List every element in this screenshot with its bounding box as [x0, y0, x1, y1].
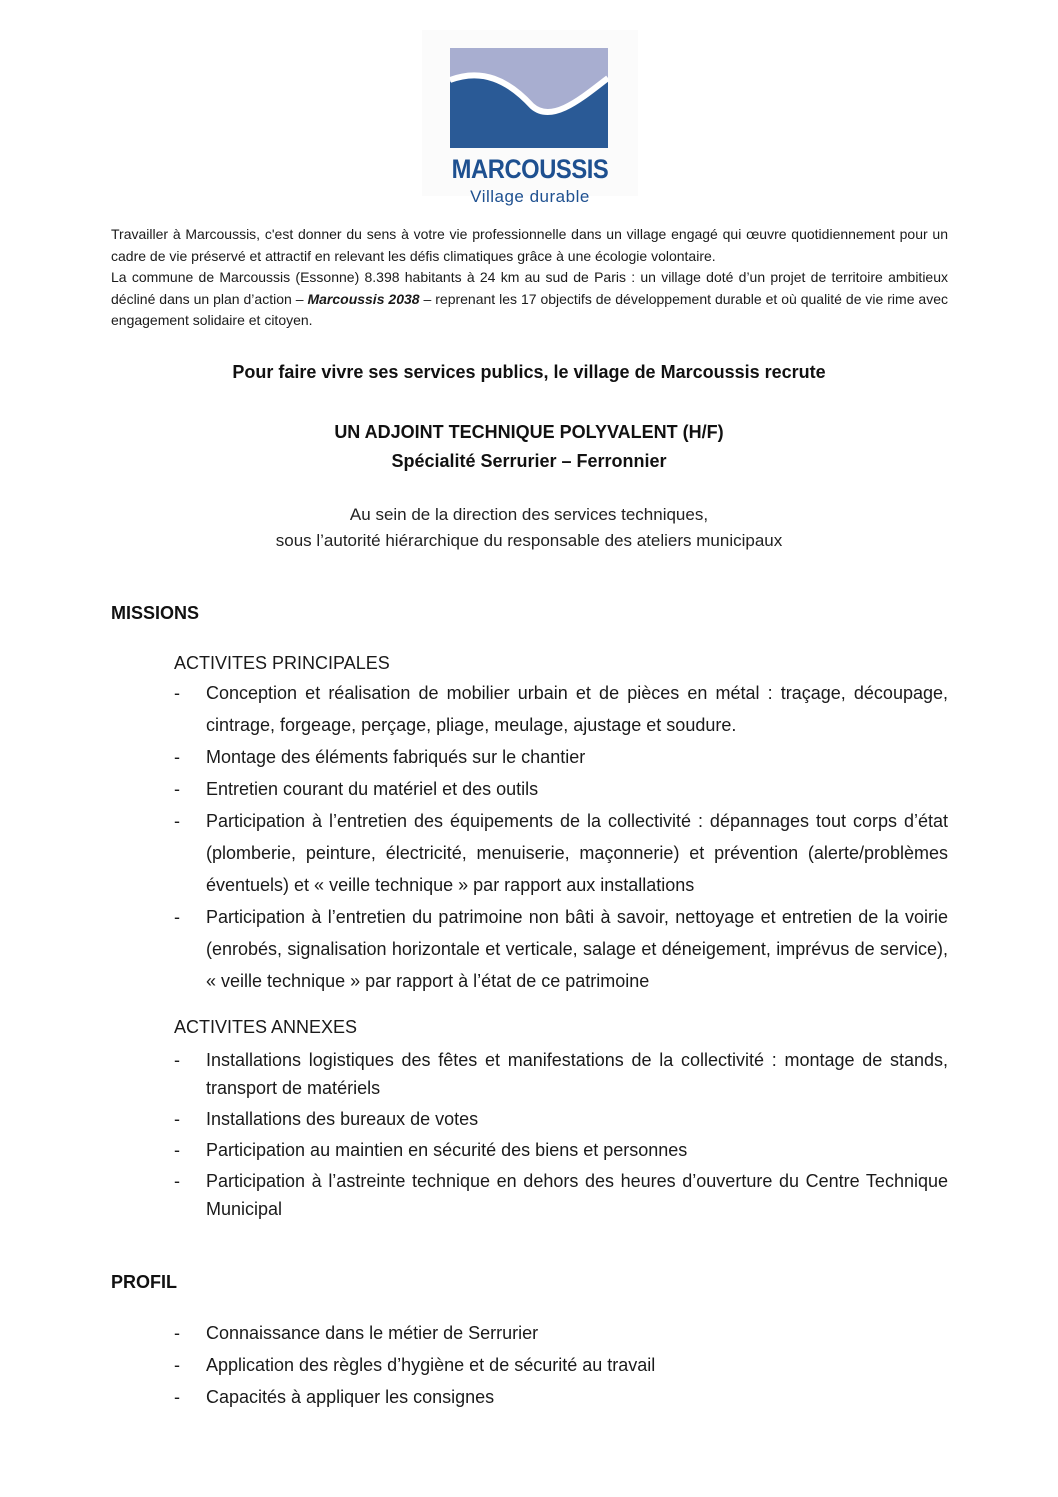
- intro-line-2: [111, 267, 948, 332]
- intro-line-2-end: – reprenant les 17 objectifs de développement durable et où qualité de vie rime avec engagement solidaire et citoyen.: [111, 290, 948, 328]
- intro-line-1: Travailler à Marcoussis, c'est donner du sens à votre vie professionnelle dans un village engagé qui œuvre quotidiennement pour un cadre de vie préservé et attractif en relevant les défis climatiques grâce à une écologie volontaire.: [111, 226, 948, 264]
- dash-bullet: -: [174, 1387, 180, 1407]
- list-item: [174, 1167, 948, 1223]
- dash-bullet: -: [174, 1355, 180, 1375]
- recruit-heading: Pour faire vivre ses services publics, le village de Marcoussis recrute: [232, 362, 826, 382]
- list-item-text: Installations logistiques des fêtes et manifestations de la collectivité : montage de stands, transport de matériels: [206, 1050, 948, 1098]
- list-item-text: Installations des bureaux de votes: [206, 1109, 479, 1129]
- annex-activities-list: [174, 1046, 948, 1226]
- context-line-1: Au sein de la direction des services techniques,: [349, 505, 709, 524]
- dash-bullet: -: [174, 747, 180, 767]
- dash-bullet: -: [174, 1050, 180, 1070]
- dash-bullet: -: [174, 1323, 180, 1343]
- list-item-text: Participation à l’entretien des équipements de la collectivité : dépannages tout corps d’état (plomberie, peinture, électricité, menuiserie, maçonnerie) et prévention (alerte/problèmes éventuels) et « veille technique » par rapport aux installations: [206, 811, 948, 895]
- context-block: [0, 502, 1058, 554]
- main-activities-heading: ACTIVITES PRINCIPALES: [174, 653, 390, 673]
- list-item: [174, 901, 948, 997]
- list-item-text: Montage des éléments fabriqués sur le chantier: [206, 747, 586, 767]
- list-item: [174, 1381, 948, 1413]
- plan-name: Marcoussis 2038: [307, 290, 420, 307]
- list-item: [174, 677, 948, 741]
- list-item-text: Participation au maintien en sécurité des biens et personnes: [206, 1140, 688, 1160]
- logo-tagline: Village durable: [470, 187, 590, 206]
- job-specialty: Spécialité Serrurier – Ferronnier: [391, 451, 667, 471]
- list-item: [174, 1046, 948, 1102]
- list-item-text: Application des règles d’hygiène et de sécurité au travail: [206, 1355, 656, 1375]
- dash-bullet: -: [174, 1109, 180, 1129]
- context-line-2: sous l’autorité hiérarchique du responsable des ateliers municipaux: [275, 531, 783, 550]
- job-title: UN ADJOINT TECHNIQUE POLYVALENT (H/F): [334, 422, 724, 442]
- dash-bullet: -: [174, 907, 180, 927]
- job-title-block: [0, 418, 1058, 476]
- list-item-text: Conception et réalisation de mobilier urbain et de pièces en métal : traçage, découpage, cintrage, forgeage, perçage, pliage, meulage, ajustage et soudure.: [206, 683, 948, 735]
- list-item: [174, 1349, 948, 1381]
- dash-bullet: -: [174, 779, 180, 799]
- dash-bullet: -: [174, 1171, 180, 1191]
- dash-bullet: -: [174, 1140, 180, 1160]
- profile-heading: PROFIL: [111, 1272, 177, 1292]
- dash-bullet: -: [174, 811, 180, 831]
- profile-list: [174, 1317, 948, 1413]
- list-item-text: Participation à l’entretien du patrimoine non bâti à savoir, nettoyage et entretien de la voirie (enrobés, signalisation horizontale et verticale, salage et déneigement, imprévus de service), « veille technique » par rapport à l’état de ce patrimoine: [206, 907, 948, 991]
- annex-activities-heading: ACTIVITES ANNEXES: [174, 1017, 358, 1037]
- list-item-text: Capacités à appliquer les consignes: [206, 1387, 495, 1407]
- dash-bullet: -: [174, 683, 180, 703]
- marcoussis-logo: [422, 30, 638, 206]
- logo-name: MARCOUSSIS: [451, 154, 609, 184]
- list-item: [174, 1105, 948, 1133]
- list-item: [174, 805, 948, 901]
- list-item: [174, 1317, 948, 1349]
- intro-line-2-start: La commune de Marcoussis (Essonne) 8.398 habitants à 24 km au sud de Paris : un village doté d’un projet de territoire ambitieux décliné dans un plan d’action –: [111, 269, 948, 307]
- list-item: [174, 773, 948, 805]
- list-item-text: Participation à l’astreinte technique en dehors des heures d’ouverture du Centre Technique Municipal: [206, 1171, 948, 1219]
- list-item: [174, 1136, 948, 1164]
- list-item-text: Entretien courant du matériel et des outils: [206, 779, 539, 799]
- list-item: [174, 741, 948, 773]
- list-item-text: Connaissance dans le métier de Serrurier: [206, 1323, 539, 1343]
- main-activities-list: [174, 677, 948, 997]
- intro-paragraph: [111, 224, 948, 332]
- missions-heading: MISSIONS: [111, 603, 200, 623]
